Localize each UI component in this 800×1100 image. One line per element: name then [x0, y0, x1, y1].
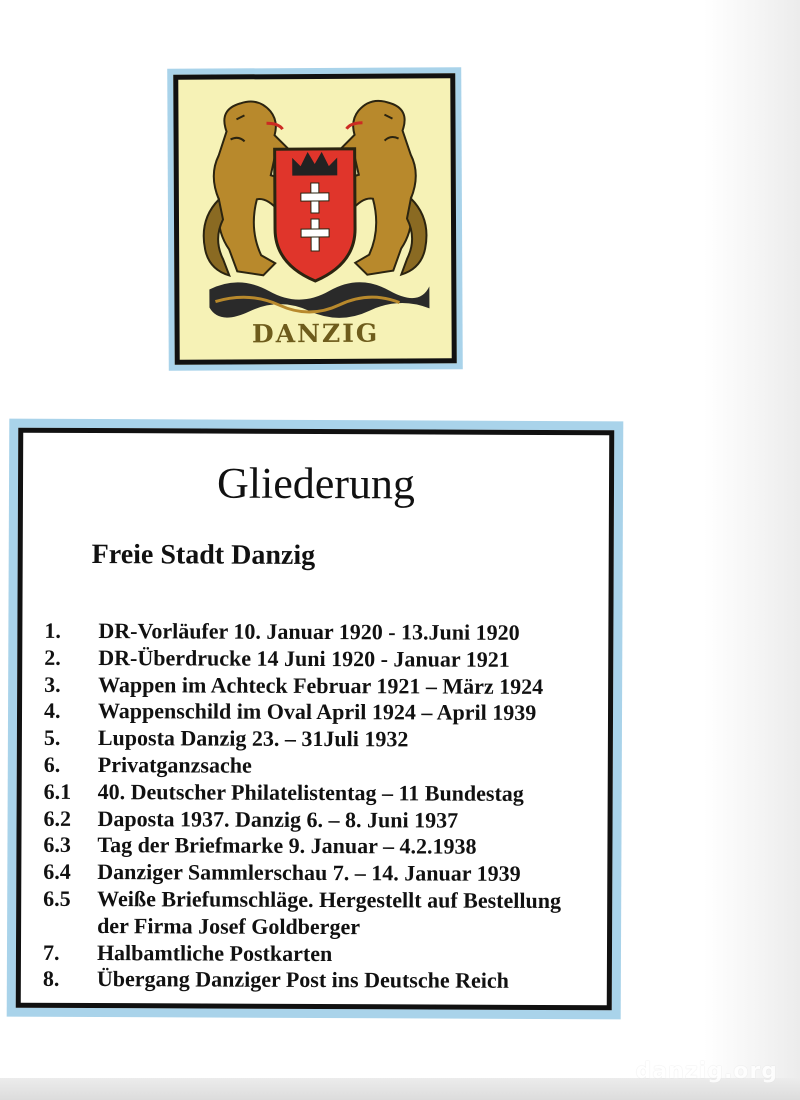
- item-text: Wappenschild im Oval April 1924 – April 1939: [97, 698, 537, 726]
- item-text: Wappen im Achteck Februar 1921 – März 1924: [98, 671, 544, 699]
- item-text: DR-Vorläufer 10. Januar 1920 - 13.Juni 1920: [98, 618, 520, 645]
- danzig-coat-of-arms-icon: [178, 78, 451, 359]
- list-item: [44, 618, 598, 647]
- item-number: 1.: [44, 617, 61, 643]
- item-number: 3.: [44, 671, 61, 697]
- list-item: [44, 805, 598, 834]
- item-text: Privatganzsache: [97, 752, 252, 778]
- item-text: 40. Deutscher Philatelistentag – 11 Bundestag: [97, 778, 524, 806]
- item-number: 6.1: [43, 778, 72, 804]
- list-item: [43, 939, 597, 968]
- list-item: [43, 859, 597, 888]
- item-text: Weiße Briefumschläge. Hergestellt auf Bestellung der Firma Josef Goldberger: [97, 886, 562, 939]
- item-number: 6.3: [43, 832, 72, 858]
- watermark: danzig.org: [635, 1059, 778, 1084]
- outline-list: [43, 618, 599, 996]
- item-number: 8.: [42, 966, 60, 992]
- page-title: Gliederung: [216, 458, 416, 509]
- item-number: 6.2: [43, 805, 72, 831]
- section-subtitle: Freie Stadt Danzig: [91, 539, 316, 571]
- item-text: Übergang Danziger Post ins Deutsche Reich: [96, 966, 509, 994]
- item-text: Luposta Danzig 23. – 31Juli 1932: [97, 725, 409, 752]
- list-item: [44, 752, 598, 781]
- list-item: [43, 886, 597, 942]
- outline-frame: [16, 428, 615, 1011]
- list-item: [43, 832, 597, 861]
- list-item: [44, 698, 598, 727]
- list-item: [44, 725, 598, 754]
- item-text: Halbamtliche Postkarten: [96, 939, 333, 966]
- item-text: Tag der Briefmarke 9. Januar – 4.2.1938: [97, 832, 477, 860]
- item-number: 4.: [43, 698, 61, 724]
- list-item: [43, 966, 597, 995]
- outline-card: [7, 419, 624, 1020]
- item-number: 7.: [42, 939, 60, 965]
- item-text: Danziger Sammlerschau 7. – 14. Januar 1939: [97, 859, 521, 887]
- list-item: [44, 671, 598, 700]
- arms-caption: DANZIG: [251, 318, 380, 349]
- item-number: 5.: [43, 725, 61, 751]
- item-number: 2.: [44, 644, 61, 670]
- page-edge-shadow: [704, 0, 800, 1100]
- item-text: DR-Überdrucke 14 Juni 1920 - Januar 1921: [98, 644, 510, 672]
- item-number: 6.: [43, 751, 61, 777]
- list-item: [44, 779, 598, 808]
- item-text: Daposta 1937. Danzig 6. – 8. Juni 1937: [97, 805, 459, 833]
- coat-of-arms-frame: [173, 73, 457, 364]
- item-number: 6.4: [43, 858, 71, 885]
- list-item: [44, 645, 598, 674]
- item-number: 6.5: [43, 885, 71, 911]
- coat-of-arms-card: [167, 67, 463, 371]
